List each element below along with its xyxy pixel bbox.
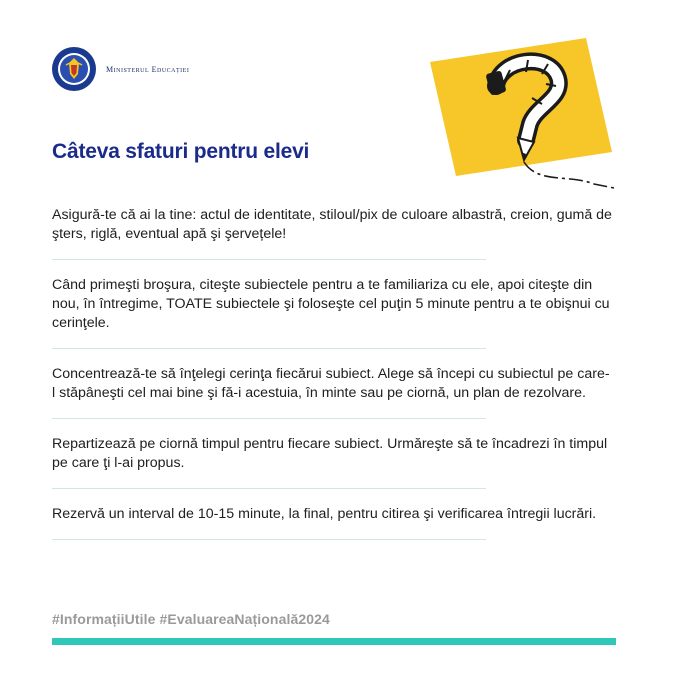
divider <box>52 418 486 419</box>
tips-list <box>52 206 612 556</box>
tip-item: Asigură-te că ai la tine: actul de identitate, stiloul/pix de culoare albastră, creion, gumă de şters, riglă, eventual apă şi şervețele! <box>52 207 612 242</box>
divider <box>52 488 486 489</box>
divider <box>52 539 486 540</box>
tip-item: Când primeşti broşura, citeşte subiectele pentru a te familiariza cu ele, apoi citeşte din nou, în întregime, TOATE subiectele şi foloseşte cel puţin 5 minute pentru a te obişnui cu cerinţele. <box>52 277 610 331</box>
government-seal-icon <box>52 47 96 91</box>
tip-item: Repartizează pe ciornă timpul pentru fiecare subiect. Urmăreşte să te încadrezi în timpul pe care ţi l-ai propus. <box>52 436 608 471</box>
tip-item: Concentrează-te să înţelegi cerinţa fiecărui subiect. Alege să începi cu subiectul pe care-l stăpâneşti cel mai bine şi fă-i acestuia, în minte sau pe ciornă, un plan de rezolvare. <box>52 366 610 401</box>
tip-item: Rezervă un interval de 10-15 minute, la final, pentru citirea şi verificarea întregii lucrări. <box>52 506 597 522</box>
divider <box>52 259 486 260</box>
divider <box>52 348 486 349</box>
header <box>52 47 189 91</box>
accent-bar <box>52 638 616 645</box>
question-mark-pencil-illustration <box>418 34 628 194</box>
ministry-name: Ministerul Educației <box>106 64 190 74</box>
hashtags: #InformațiiUtile #EvaluareaNațională2024 <box>52 611 330 627</box>
page-title: Câteva sfaturi pentru elevi <box>52 140 310 163</box>
